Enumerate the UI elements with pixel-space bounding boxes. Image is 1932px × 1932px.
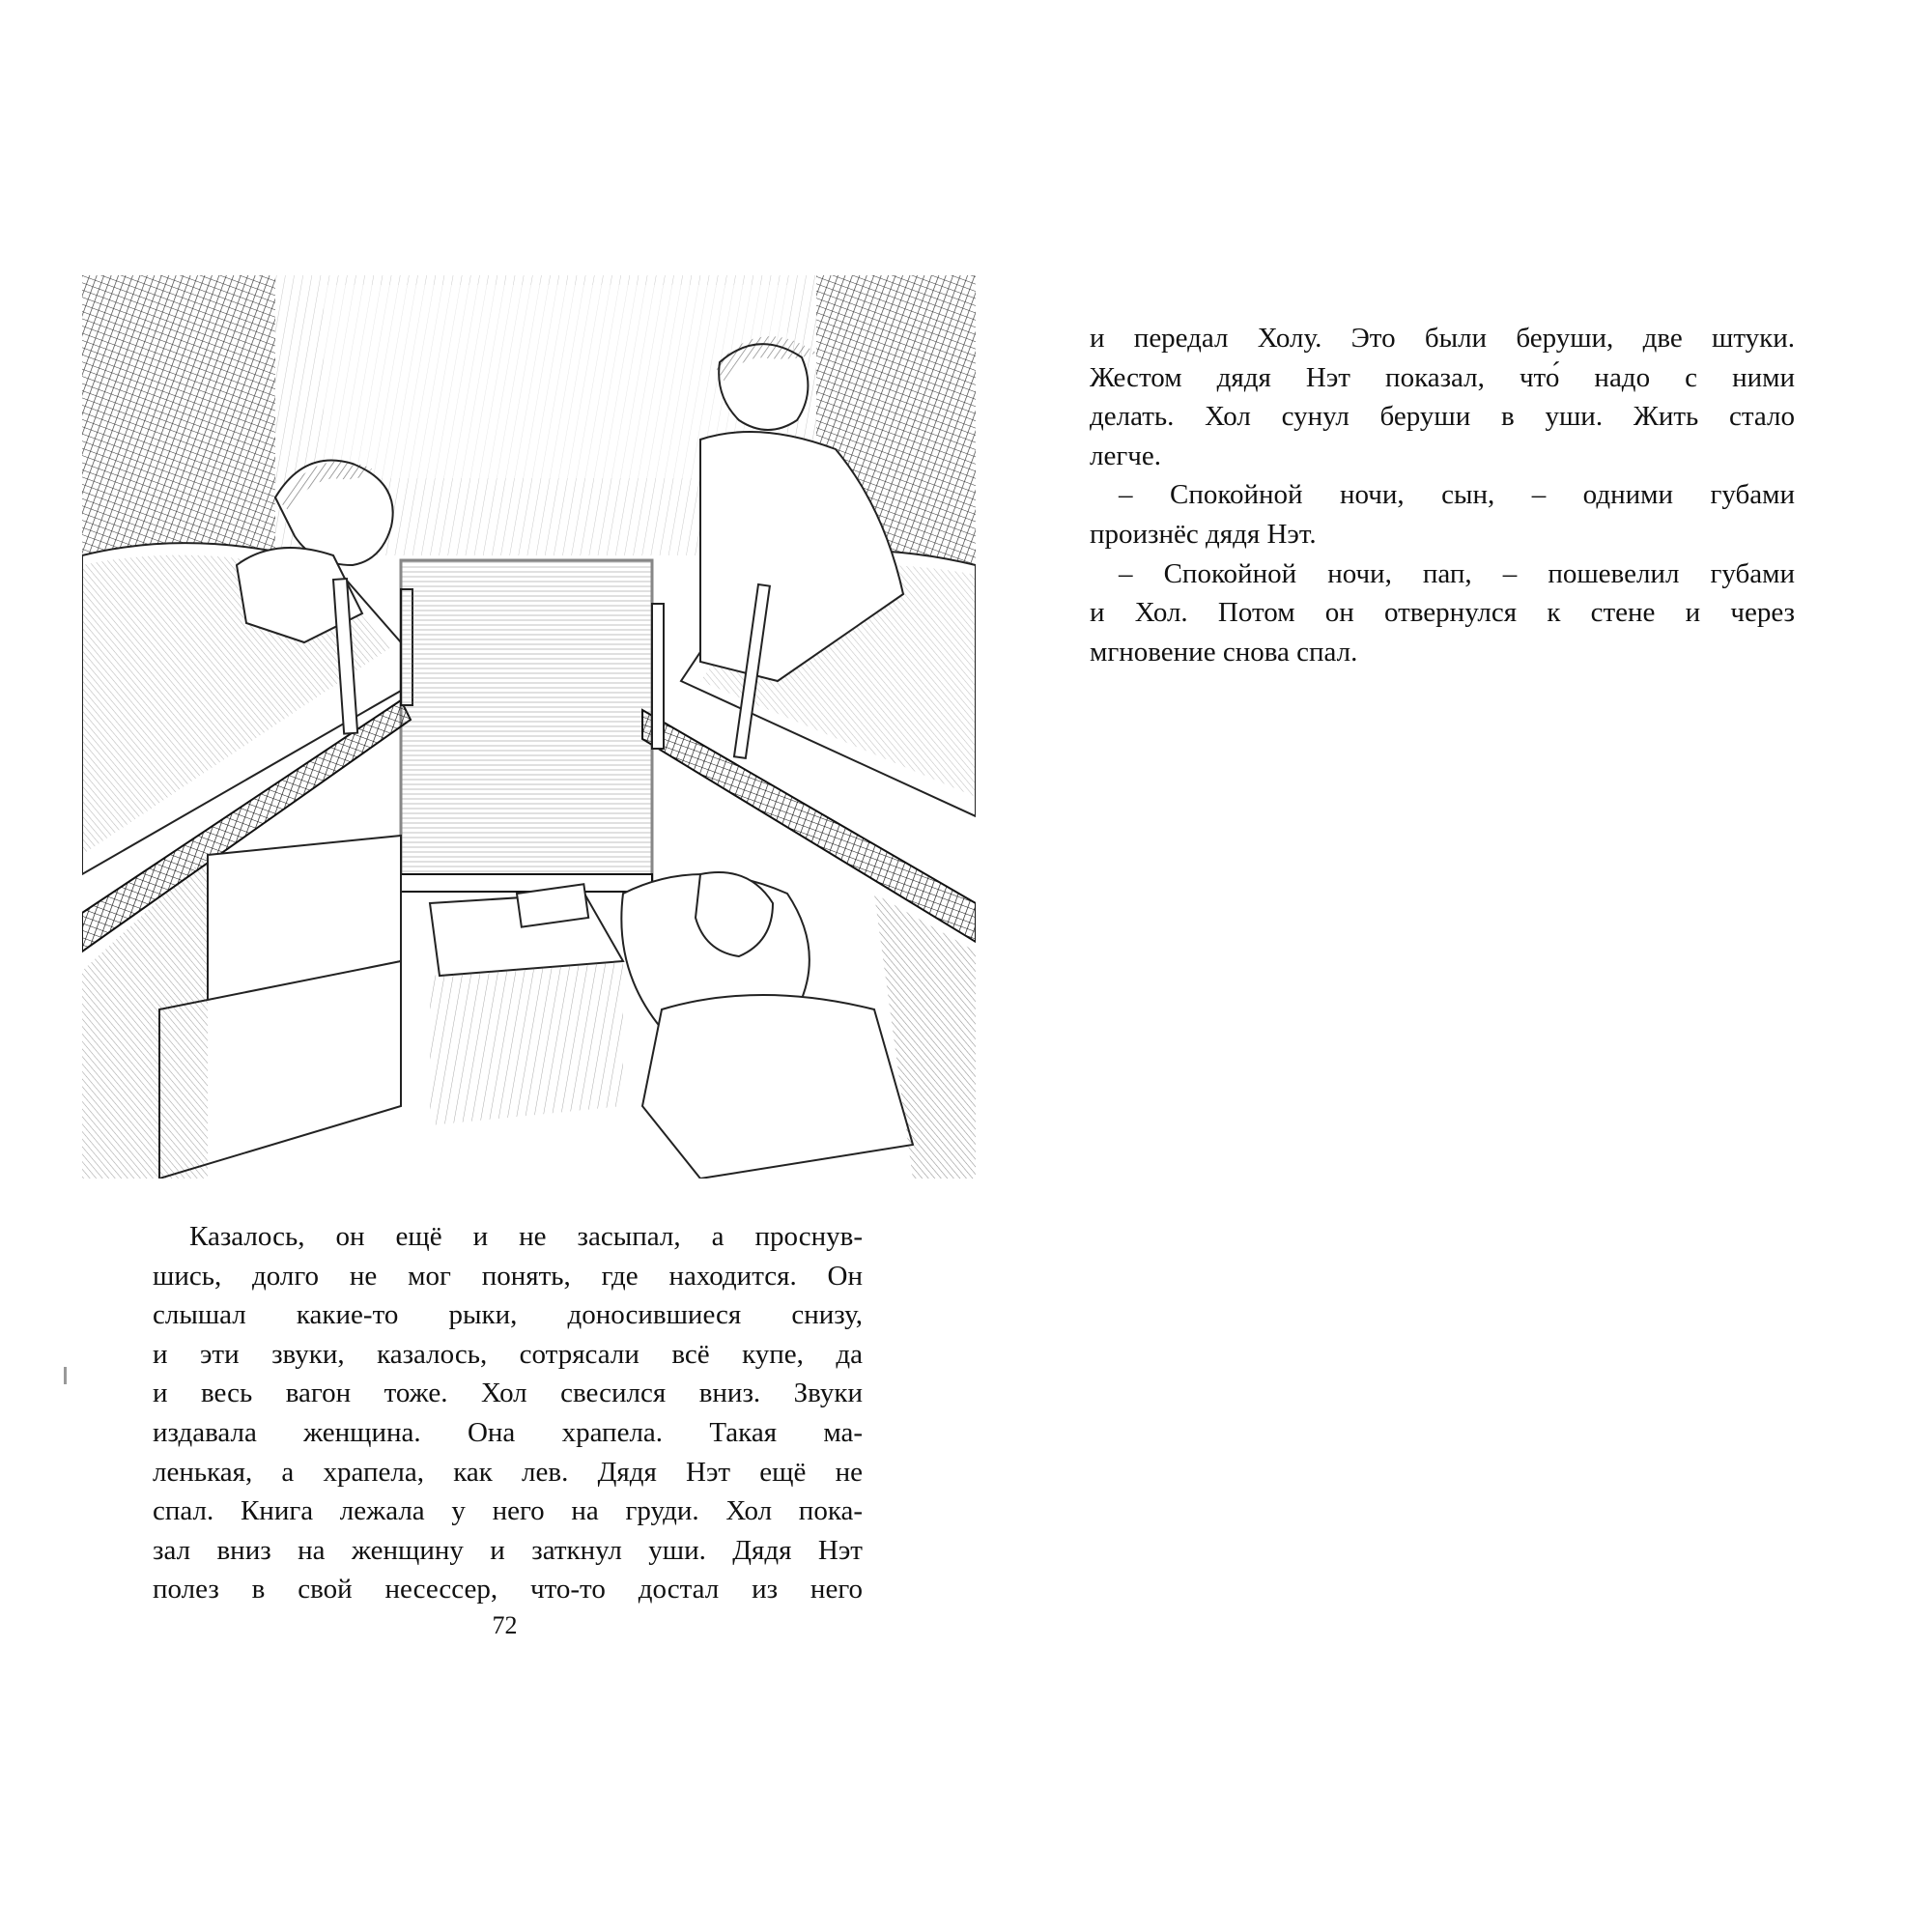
- sketch-drawing: [82, 275, 976, 1179]
- left-line: ленькая, а храпела, как лев. Дядя Нэт ещё не: [153, 1456, 863, 1488]
- compartment-illustration: [82, 275, 976, 1179]
- right-line: делать. Хол сунул беруши в уши. Жить стало: [1090, 401, 1795, 433]
- left-line: зал вниз на женщину и заткнул уши. Дядя Нэт: [153, 1534, 863, 1566]
- right-line: произнёс дядя Нэт.: [1090, 518, 1317, 550]
- margin-mark: [64, 1367, 67, 1384]
- right-line: Жестом дядя Нэт показал, что́ надо с ними: [1090, 361, 1795, 393]
- left-line: издавала женщина. Она храпела. Такая ма-: [153, 1416, 863, 1448]
- right-line: и Хол. Потом он отвернулся к стене и через: [1090, 597, 1795, 629]
- right-line: легче.: [1090, 440, 1161, 471]
- left-line: спал. Книга лежала у него на груди. Хол пока-: [153, 1495, 863, 1527]
- right-paragraph: [1090, 319, 1795, 671]
- left-line: шись, долго не мог понять, где находится. Он: [153, 1260, 863, 1292]
- left-line: полез в свой несессер, что-то достал из него: [153, 1574, 863, 1605]
- left-line: и эти звуки, казалось, сотрясали всё купе, да: [153, 1338, 863, 1370]
- right-line: – Спокойной ночи, сын, – одними губами: [1119, 479, 1795, 511]
- window: [401, 560, 652, 879]
- left-line: слышал какие-то рыки, доносившиеся снизу,: [153, 1299, 863, 1331]
- page-number: 72: [492, 1611, 518, 1639]
- left-wall-shading: [82, 275, 275, 584]
- right-line: и передал Холу. Это были беруши, две штуки.: [1090, 323, 1795, 354]
- right-line: мгновение снова спал.: [1090, 636, 1358, 668]
- left-paragraph: [153, 1217, 863, 1609]
- woman-figure: [621, 872, 976, 1179]
- right-line: – Спокойной ночи, пап, – пошевелил губами: [1119, 557, 1795, 589]
- left-line: Казалось, он ещё и не засыпал, а проснув-: [189, 1221, 863, 1252]
- left-line: и весь вагон тоже. Хол свесился вниз. Звуки: [153, 1378, 863, 1409]
